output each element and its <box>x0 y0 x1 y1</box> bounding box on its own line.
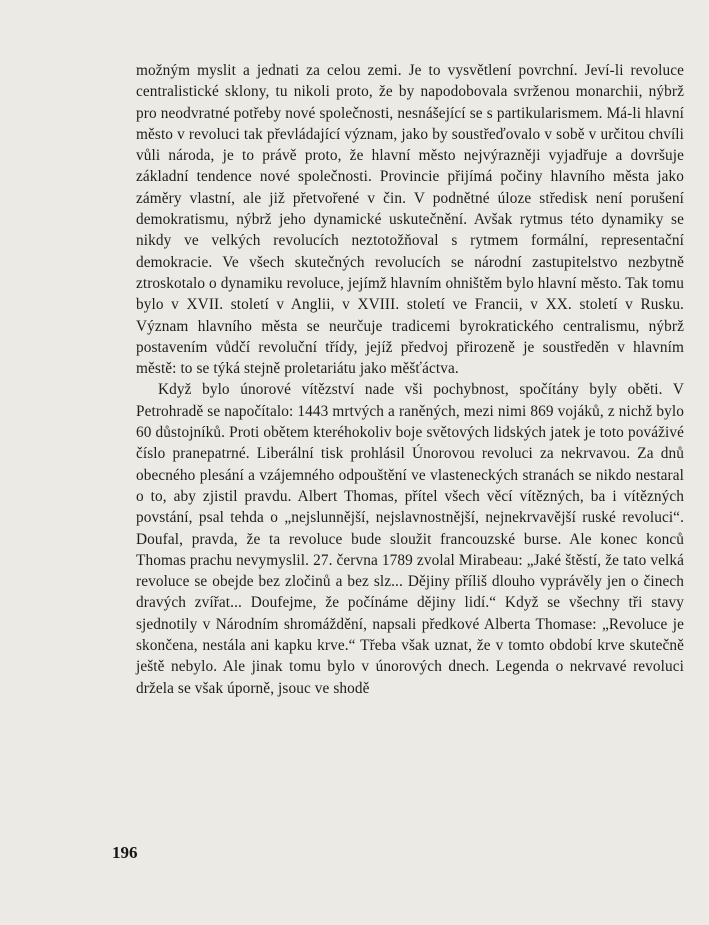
paragraph-1: možným myslit a jednati za celou zemi. Je to vysvětlení povrchní. Jeví-li revoluce centralistické sklony, tu nikoli proto, že by napodobovala svrženou monarchii, nýbrž pro neodvratné potřeby nové společnosti, nesnášející se s partikularismem. Má-li hlavní město v revoluci tak převládající význam, jako by soustřeďovalo v sobě v určitou chvíli vůli národa, je to právě proto, že hlavní město nejvýrazněji vyjadřuje a dovršuje základní tendence nové společnosti. Provincie přijímá počiny hlavního města jako záměry vlastní, ale již přetvořené v čin. V podnětné úloze středisk není porušení demokratismu, nýbrž jeho dynamické uskutečnění. Avšak rytmus této dynamiky se nikdy ve velkých revolucích neztotožňoval s rytmem formální, representační demokracie. Ve všech skutečných revolucích se národní zastupitelstvo nezbytně ztroskotalo o dynamiku revoluce, jejímž hlavním ohništěm bylo hlavní město. Tak tomu bylo v XVII. století v Anglii, v XVIII. století ve Francii, v XX. století v Rusku. Význam hlavního města se neurčuje tradicemi byrokratického centralismu, nýbrž postavením vůdčí revoluční třídy, jejíž předvoj přirozeně je soustředěn v hlavním městě: to se týká stejně proletariátu jako měšťáctva. <box>136 62 684 378</box>
paragraph-2: Když bylo únorové vítězství nade vši pochybnost, spočítány byly oběti. V Petrohradě se napočítalo: 1443 mrtvých a raněných, mezi nimi 869 vojáků, z nichž bylo 60 důstojníků. Proti obětem kteréhokoliv boje světových lidských jatek je toto pováživé číslo pranepatrné. Liberální tisk prohlásil Únorovou revoluci za nekrvavou. Za dnů obecného plesání a vzájemného odpouštění ve vlasteneckých stranách se nikdo nestaral o to, aby zjistil pravdu. Albert Thomas, přítel všech věcí vítězných, ba i vítězných povstání, psal tehda o „nejslunnější, nejslavnostnější, nejnekrvavější ruské revoluci“. Doufal, pravda, že ta revoluce bude sloužit francouzské burse. Ale konec konců Thomas prachu nevymyslil. 27. června 1789 zvolal Mirabeau: „Jaké štěstí, že tato velká revoluce se obejde bez zločinů a bez slz... Dějiny příliš dlouho vyprávěly jen o činech dravých zvířat... Doufejme, že počínáme dějiny lidí.“ Když se všechny tři stavy sjednotily v Národním shromáždění, napsali předkové Alberta Thomase: „Revoluce je skončena, nestála ani kapku krve.“ Třeba však uznat, že v tomto období krve skutečně ještě nebylo. Ale jinak tomu bylo v únorových dnech. Legenda o nekrvavé revoluci držela se však úporně, jsouc ve shodě <box>136 381 684 697</box>
page-number: 196 <box>112 843 138 862</box>
body-text <box>136 60 684 699</box>
